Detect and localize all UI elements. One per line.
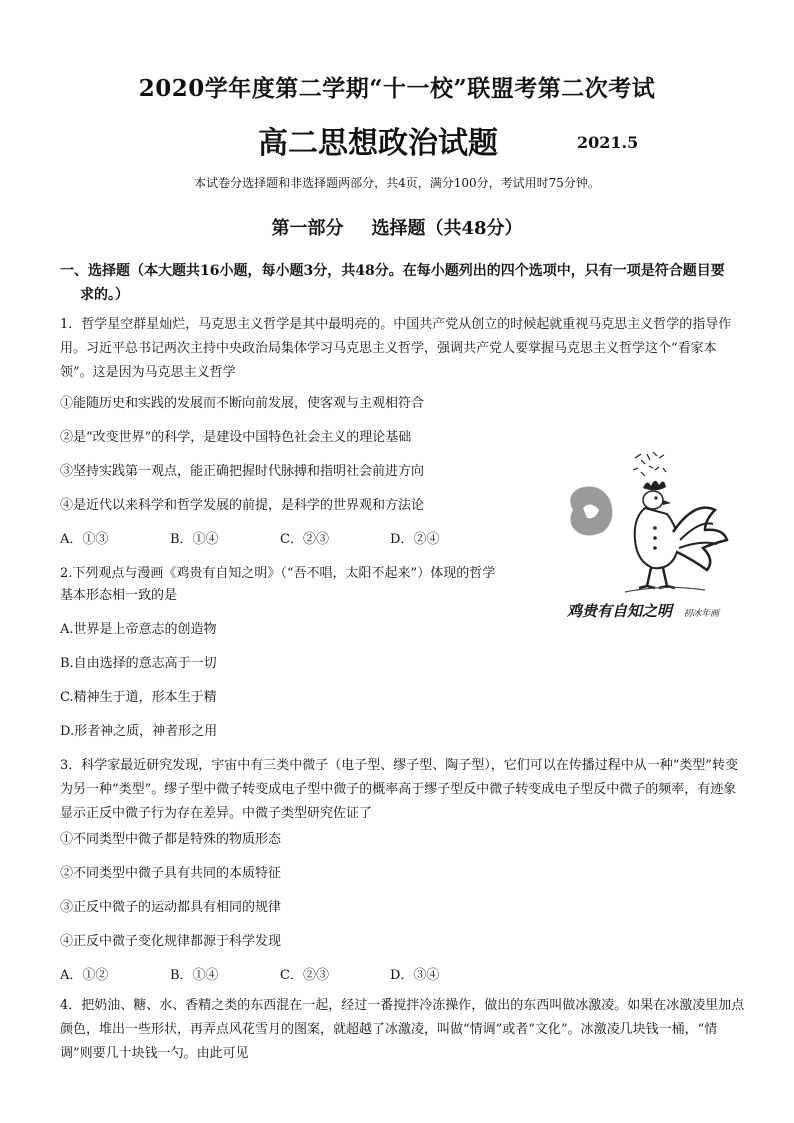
q3-stem: 3．科学家最近研究发现，宇宙中有三类中微子（电子型、缪子型、陶子型），它们可以在传播过程中从一种“类型”转变为另一种“类型”。缪子型中微子转变成电子型中微子的概率高于缪子型反中微子转变成电子型反中微子的频率，有迹象显示正反中微子行为存在差异。中微子类型研究佐证了 [60, 758, 739, 821]
q3-option-b: B．①④ [170, 968, 219, 983]
q3-item-4: ④正反中微子变化规律都源于科学发现 [60, 934, 282, 949]
exam-date: 2021.5 [577, 133, 639, 152]
q1-options [60, 528, 500, 547]
q1-stem: 1．哲学星空群星灿烂，马克思主义哲学是其中最明亮的。中国共产党从创立的时候起就重视马克思主义哲学的指导作用。习近平总书记两次主持中央政治局集体学习马克思主义哲学，强调共产党人要掌握马克思主义哲学这个“看家本领”。这是因为马克思主义哲学 [60, 317, 732, 380]
exam-note: 本试卷分选择题和非选择题两部分，共4页，满分100分，考试用时75分钟。 [194, 176, 600, 190]
cartoon-caption-row [567, 600, 719, 621]
part-heading [0, 214, 794, 240]
q3-option-c: C．②③ [280, 968, 329, 983]
q2-item-c: C.精神生于道，形本生于精 [60, 690, 217, 705]
q3-item-1: ①不同类型中微子都是特殊的物质形态 [60, 832, 282, 847]
q3-item-3: ③正反中微子的运动都具有相同的规律 [60, 900, 282, 915]
section-instructions [60, 259, 750, 307]
q3-option-a: A．①② [60, 968, 109, 983]
q2-stem-line-2: 基本形态相一致的是 [60, 588, 178, 603]
subject-title: 高二思想政治试题 [258, 126, 498, 161]
q3-options [60, 964, 500, 983]
q2-item-a: A.世界是上帝意志的创造物 [60, 622, 217, 637]
q2-item-d: D.形者神之质，神者形之用 [60, 724, 218, 739]
section-line-1: 一、选择题（本大题共16小题，每小题3分，共48分。在每小题列出的四个选项中，只有一项是符合题目要 [60, 263, 725, 279]
q1-item-1: ①能随历史和实践的发展而不断向前发展，使客观与主观相符合 [60, 396, 425, 411]
q1-option-d: D．②④ [390, 532, 440, 547]
q2-stem-line-1: 2.下列观点与漫画《鸡贵有自知之明》（“吾不唱，太阳不起来”）体现的哲学 [60, 566, 496, 581]
q1-item-2: ②是“改变世界”的科学，是建设中国特色社会主义的理论基础 [60, 430, 412, 445]
rooster-cartoon-icon [555, 440, 735, 625]
exam-title: 2020学年度第二学期“十一校”联盟考第二次考试 [138, 75, 656, 102]
q2-item-b: B.自由选择的意志高于一切 [60, 656, 217, 671]
q1-option-c: C．②③ [280, 532, 329, 547]
q3-option-d: D．③④ [390, 968, 440, 983]
q1-option-b: B．①④ [170, 532, 219, 547]
part-name: 选择题（共48分） [371, 218, 523, 239]
q4-stem: 4．把奶油、糖、水、香精之类的东西混在一起，经过一番搅拌冷冻操作，做出的东西叫做冰激凌。如果在冰激凌里加点颜色，堆出一些形状，再弄点风花雪月的图案，就超越了冰激凌，叫做“情调”或者“文化”。冰激凌几块钱一桶，“情调”则要几十块钱一勺。由此可见 [60, 998, 745, 1061]
q1-option-a: A．①③ [60, 532, 109, 547]
q1-item-4: ④是近代以来科学和哲学发展的前提，是科学的世界观和方法论 [60, 498, 425, 513]
q1-item-3: ③坚持实践第一观点，能正确把握时代脉搏和指明社会前进方向 [60, 464, 425, 479]
section-line-2: 求的。） [80, 287, 129, 303]
q3-item-2: ②不同类型中微子具有共同的本质特征 [60, 866, 282, 881]
part-label: 第一部分 [271, 218, 344, 239]
cartoon-signature: 初冰年画 [683, 609, 720, 619]
cartoon-caption: 鸡贵有自知之明 [567, 602, 673, 620]
